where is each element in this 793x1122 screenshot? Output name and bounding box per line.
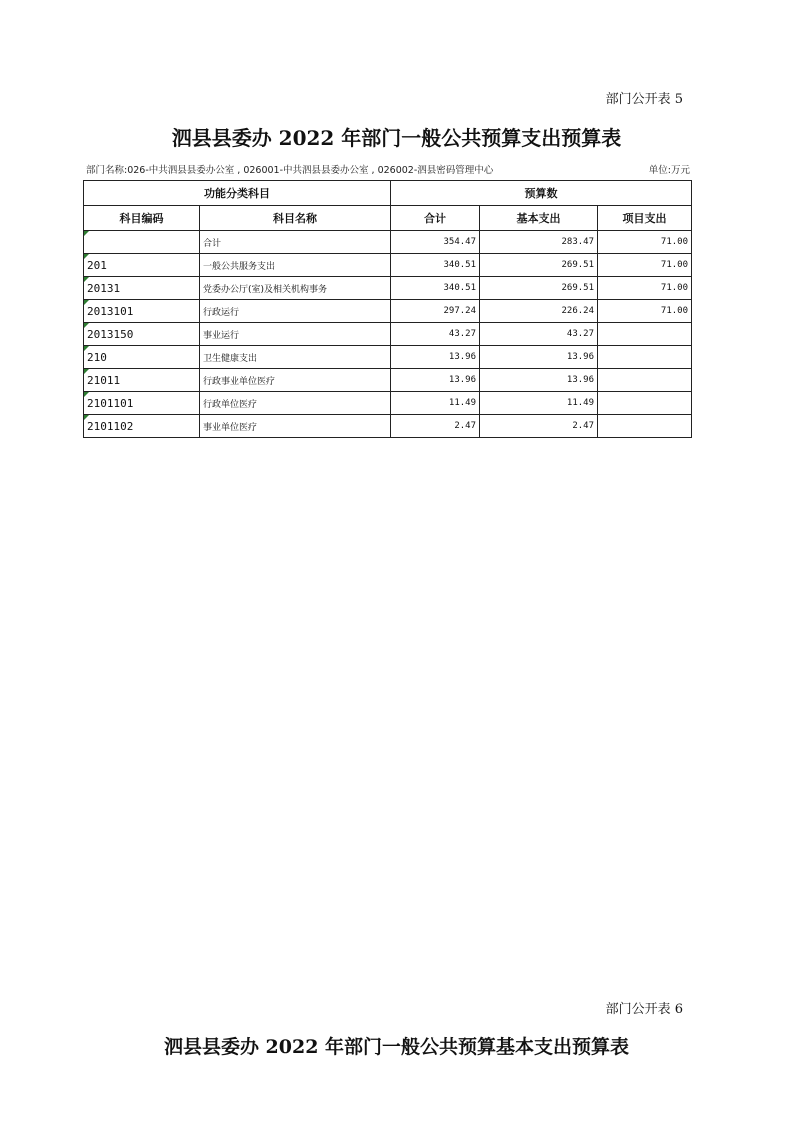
table-row bbox=[84, 415, 692, 438]
cell-basic: 226.24 bbox=[480, 300, 598, 323]
table-row bbox=[84, 346, 692, 369]
cell-project bbox=[598, 392, 692, 415]
department-info-line bbox=[86, 162, 690, 176]
cell-project: 71.00 bbox=[598, 277, 692, 300]
header-project: 项目支出 bbox=[598, 206, 692, 231]
next-table-number-label: 部门公开表 6 bbox=[605, 1002, 683, 1017]
table-row bbox=[84, 392, 692, 415]
table-number-label: 部门公开表 5 bbox=[605, 92, 683, 107]
table-row bbox=[84, 323, 692, 346]
cell-total: 354.47 bbox=[391, 231, 480, 254]
cell-code: 210 bbox=[84, 346, 200, 369]
header-row-columns bbox=[84, 206, 692, 231]
cell-name: 事业运行 bbox=[200, 323, 391, 346]
header-func-group: 功能分类科目 bbox=[84, 181, 391, 206]
cell-basic: 269.51 bbox=[480, 277, 598, 300]
cell-name: 行政单位医疗 bbox=[200, 392, 391, 415]
header-total: 合计 bbox=[391, 206, 480, 231]
unit-label: 单位:万元 bbox=[648, 165, 690, 176]
header-budget-group: 预算数 bbox=[391, 181, 692, 206]
cell-basic: 13.96 bbox=[480, 346, 598, 369]
header-basic: 基本支出 bbox=[480, 206, 598, 231]
cell-basic: 11.49 bbox=[480, 392, 598, 415]
cell-total: 340.51 bbox=[391, 277, 480, 300]
cell-project bbox=[598, 323, 692, 346]
cell-code: 2013101 bbox=[84, 300, 200, 323]
cell-name: 行政运行 bbox=[200, 300, 391, 323]
cell-total: 297.24 bbox=[391, 300, 480, 323]
cell-name: 合计 bbox=[200, 231, 391, 254]
cell-name: 行政事业单位医疗 bbox=[200, 369, 391, 392]
cell-project: 71.00 bbox=[598, 300, 692, 323]
department-name: 部门名称:026-中共泗县县委办公室 , 026001-中共泗县县委办公室 , 026002-泗县密码管理中心 bbox=[86, 165, 494, 176]
table-row bbox=[84, 300, 692, 323]
cell-project bbox=[598, 346, 692, 369]
cell-basic: 283.47 bbox=[480, 231, 598, 254]
cell-name: 事业单位医疗 bbox=[200, 415, 391, 438]
cell-basic: 13.96 bbox=[480, 369, 598, 392]
cell-total: 13.96 bbox=[391, 369, 480, 392]
header-name: 科目名称 bbox=[200, 206, 391, 231]
cell-basic: 2.47 bbox=[480, 415, 598, 438]
next-page-title: 泗县县委办 2022 年部门一般公共预算基本支出预算表 bbox=[163, 1036, 630, 1058]
page-title: 泗县县委办 2022 年部门一般公共预算支出预算表 bbox=[171, 126, 622, 150]
cell-name: 卫生健康支出 bbox=[200, 346, 391, 369]
cell-basic: 43.27 bbox=[480, 323, 598, 346]
cell-code: 2101101 bbox=[84, 392, 200, 415]
cell-project: 71.00 bbox=[598, 231, 692, 254]
header-code: 科目编码 bbox=[84, 206, 200, 231]
cell-project: 71.00 bbox=[598, 254, 692, 277]
cell-total: 340.51 bbox=[391, 254, 480, 277]
cell-code: 21011 bbox=[84, 369, 200, 392]
table-row bbox=[84, 254, 692, 277]
cell-code: 201 bbox=[84, 254, 200, 277]
cell-project bbox=[598, 369, 692, 392]
cell-total: 43.27 bbox=[391, 323, 480, 346]
table-row bbox=[84, 369, 692, 392]
cell-code: 2013150 bbox=[84, 323, 200, 346]
cell-name: 一般公共服务支出 bbox=[200, 254, 391, 277]
budget-table bbox=[83, 180, 692, 438]
cell-code bbox=[84, 231, 200, 254]
table-row bbox=[84, 277, 692, 300]
cell-total: 11.49 bbox=[391, 392, 480, 415]
cell-code: 20131 bbox=[84, 277, 200, 300]
cell-total: 13.96 bbox=[391, 346, 480, 369]
cell-basic: 269.51 bbox=[480, 254, 598, 277]
table-row bbox=[84, 231, 692, 254]
cell-code: 2101102 bbox=[84, 415, 200, 438]
cell-name: 党委办公厅(室)及相关机构事务 bbox=[200, 277, 391, 300]
header-row-group bbox=[84, 181, 692, 206]
cell-total: 2.47 bbox=[391, 415, 480, 438]
cell-project bbox=[598, 415, 692, 438]
